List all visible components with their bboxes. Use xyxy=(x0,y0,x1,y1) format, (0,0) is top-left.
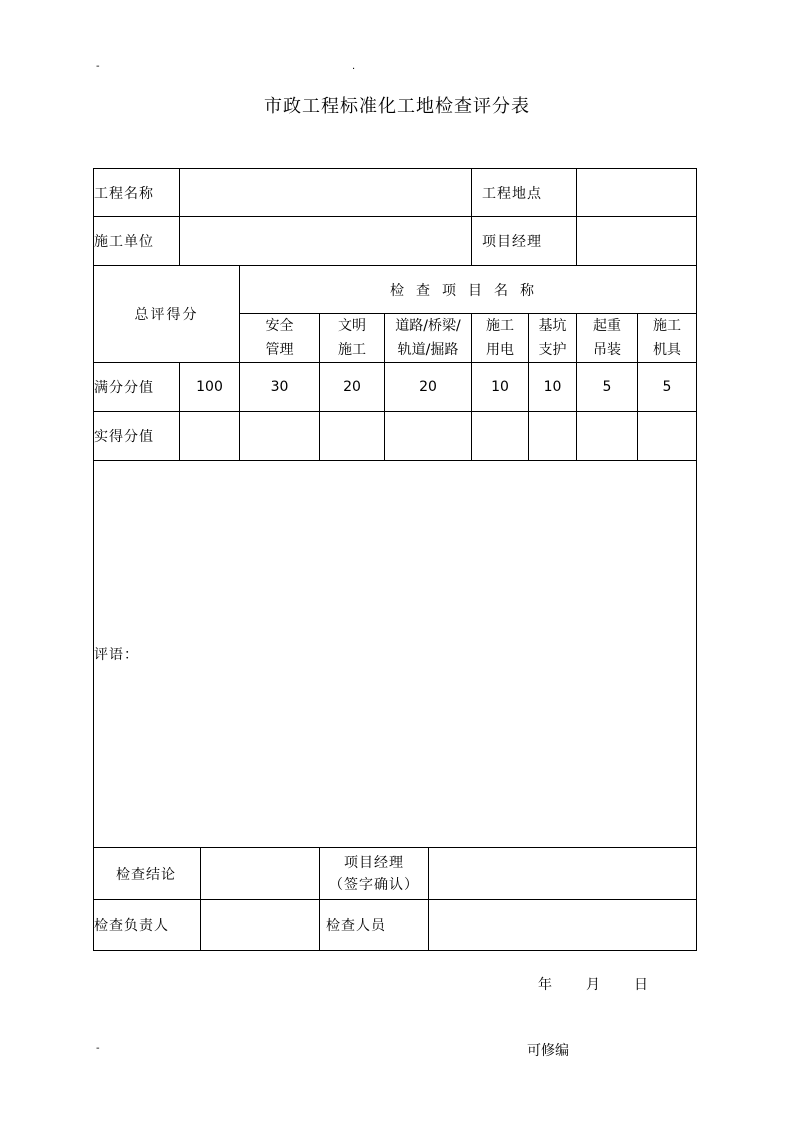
full-score-label: 满分分值 xyxy=(94,363,180,412)
actual-score-field[interactable] xyxy=(638,412,697,461)
footer-text: 可修编 xyxy=(527,1043,569,1059)
col-header-excavation: 基坑 支护 xyxy=(529,314,577,363)
total-score-label: 总评得分 xyxy=(94,266,240,363)
actual-score-field[interactable] xyxy=(577,412,638,461)
score-table xyxy=(93,168,697,848)
col-header-safety: 安全 管理 xyxy=(240,314,320,363)
project-manager-field[interactable] xyxy=(577,217,697,266)
full-score-value: 20 xyxy=(320,363,385,412)
full-score-value: 10 xyxy=(472,363,529,412)
construction-unit-label: 施工单位 xyxy=(94,217,180,266)
conclusion-table xyxy=(93,847,697,951)
actual-score-field[interactable] xyxy=(385,412,472,461)
responsible-label: 检查负责人 xyxy=(94,900,201,951)
top-left-mark: - xyxy=(96,61,100,72)
full-score-value: 5 xyxy=(577,363,638,412)
bottom-left-mark: - xyxy=(96,1043,100,1054)
comment-area[interactable] xyxy=(94,461,697,848)
actual-score-field[interactable] xyxy=(472,412,529,461)
col-header-civilized: 文明 施工 xyxy=(320,314,385,363)
col-header-machinery: 施工 机具 xyxy=(638,314,697,363)
date-month: 月 xyxy=(586,977,600,993)
inspector-field[interactable] xyxy=(429,900,697,951)
project-manager-label: 项目经理 xyxy=(472,217,577,266)
comment-label: 评语： xyxy=(94,647,139,663)
actual-score-field[interactable] xyxy=(529,412,577,461)
date-day: 日 xyxy=(634,977,648,993)
conclusion-field[interactable] xyxy=(201,848,320,900)
col-header-road-bridge: 道路/桥梁/ 轨道/掘路 xyxy=(385,314,472,363)
col-header-lifting: 起重 吊装 xyxy=(577,314,638,363)
project-name-field[interactable] xyxy=(180,169,472,217)
page-title: 市政工程标准化工地检查评分表 xyxy=(264,96,530,117)
actual-score-total-field[interactable] xyxy=(180,412,240,461)
project-name-label: 工程名称 xyxy=(94,169,180,217)
inspector-label: 检查人员 xyxy=(320,900,429,951)
full-score-value: 5 xyxy=(638,363,697,412)
project-location-label: 工程地点 xyxy=(472,169,577,217)
conclusion-label: 检查结论 xyxy=(94,848,201,900)
actual-score-field[interactable] xyxy=(240,412,320,461)
full-score-value: 10 xyxy=(529,363,577,412)
actual-score-label: 实得分值 xyxy=(94,412,180,461)
full-score-value: 30 xyxy=(240,363,320,412)
col-header-electric: 施工 用电 xyxy=(472,314,529,363)
project-location-field[interactable] xyxy=(577,169,697,217)
construction-unit-field[interactable] xyxy=(180,217,472,266)
actual-score-field[interactable] xyxy=(320,412,385,461)
full-score-value: 20 xyxy=(385,363,472,412)
date-year: 年 xyxy=(538,977,552,993)
items-header: 检查项目名称 xyxy=(240,266,697,314)
responsible-field[interactable] xyxy=(201,900,320,951)
full-score-total: 100 xyxy=(180,363,240,412)
manager-sign-field[interactable] xyxy=(429,848,697,900)
top-mid-mark: . xyxy=(352,61,356,72)
manager-sign-label: 项目经理 （签字确认） xyxy=(320,848,429,900)
